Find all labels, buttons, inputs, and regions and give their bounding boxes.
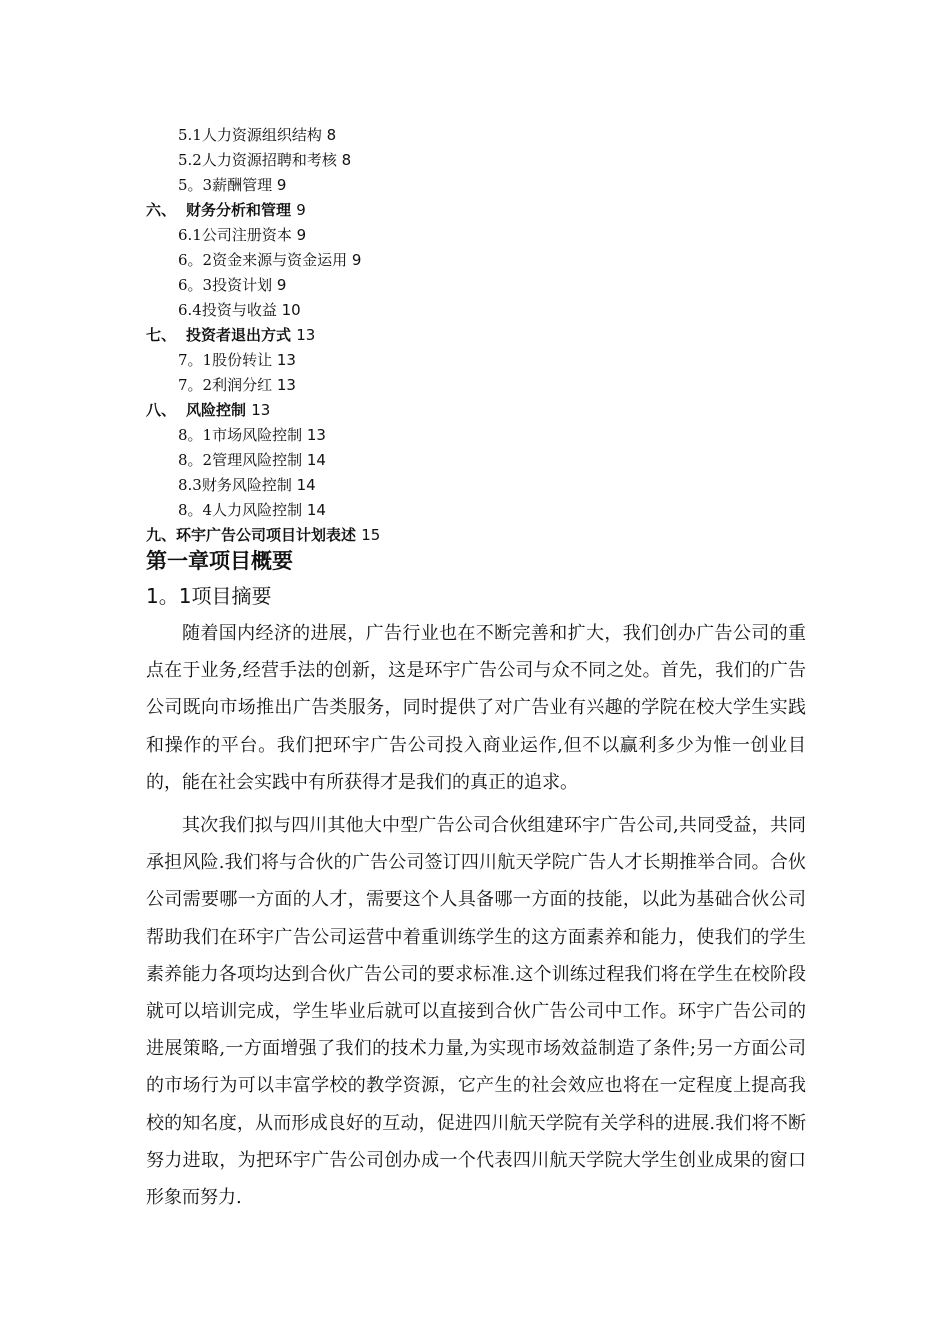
toc-chapter-entry[interactable] xyxy=(146,198,846,223)
toc-entry-page: 13 xyxy=(276,376,296,394)
toc-section-entry[interactable] xyxy=(146,298,846,323)
toc-entry-title: 5.1人力资源组织结构 xyxy=(178,126,322,144)
toc-section-entry[interactable] xyxy=(146,373,846,398)
toc-section-entry[interactable] xyxy=(146,248,846,273)
toc-entry-title: 6。3投资计划 xyxy=(178,276,273,294)
toc-entry-title: 5。3薪酬管理 xyxy=(178,176,273,194)
toc-entry-title: 6。2资金来源与资金运用 xyxy=(178,251,348,269)
toc-entry-number: 八、 xyxy=(146,401,177,419)
toc-entry-page: 8 xyxy=(341,151,352,169)
toc-section-entry[interactable] xyxy=(146,448,846,473)
toc-entry-number: 七、 xyxy=(146,326,177,344)
toc-entry-page: 9 xyxy=(276,176,287,194)
body-paragraph: 随着国内经济的进展，广告行业也在不断完善和扩大，我们创办广告公司的重点在于业务,经营手法的创新，这是环宇广告公司与众不同之处。首先，我们的广告公司既向市场推出广告类服务，同时提供了对广告业有兴趣的学院在校大学生实践和操作的平台。我们把环宇广告公司投入商业运作,但不以赢利多少为惟一创业目的，能在社会实践中有所获得才是我们的真正的追求。 xyxy=(146,623,806,793)
toc-entry-page: 9 xyxy=(296,201,306,219)
toc-entry-title: 财务分析和管理 xyxy=(186,201,292,219)
toc-section-entry[interactable] xyxy=(146,498,846,523)
table-of-contents xyxy=(146,123,846,548)
toc-entry-title: 8。1市场风险控制 xyxy=(178,426,303,444)
toc-entry-page: 14 xyxy=(306,451,326,469)
toc-entry-number: 六、 xyxy=(146,201,177,219)
toc-entry-page: 9 xyxy=(351,251,362,269)
toc-entry-title: 5.2人力资源招聘和考核 xyxy=(178,151,337,169)
toc-entry-page: 15 xyxy=(361,526,381,544)
toc-entry-page: 8 xyxy=(326,126,337,144)
toc-entry-title: 8。4人力风险控制 xyxy=(178,501,303,519)
toc-entry-page: 10 xyxy=(281,301,301,319)
toc-entry-page: 13 xyxy=(296,326,316,344)
toc-section-entry[interactable] xyxy=(146,223,846,248)
section-title: 1。1项目摘要 xyxy=(146,584,272,608)
body-paragraph: 其次我们拟与四川其他大中型广告公司合伙组建环宇广告公司,共同受益，共同承担风险.我们将与合伙的广告公司签订四川航天学院广告人才长期推举合同。合伙公司需要哪一方面的人才，需要这个人具备哪一方面的技能，以此为基础合伙公司帮助我们在环宇广告公司运营中着重训练学生的这方面素养和能力，使我们的学生素养能力各项均达到合伙广告公司的要求标准.这个训练过程我们将在学生在校阶段就可以培训完成，学生毕业后就可以直接到合伙广告公司中工作。环宇广告公司的进展策略,一方面增强了我们的技术力量,为实现市场效益制造了条件;另一方面公司的市场行为可以丰富学校的教学资源，它产生的社会效应也将在一定程度上提高我校的知名度，从而形成良好的互动，促进四川航天学院有关学科的进展.我们将不断努力进取，为把环宇广告公司创办成一个代表四川航天学院大学生创业成果的窗口形象而努力. xyxy=(146,815,806,1209)
toc-entry-title: 环宇广告公司项目计划表述 xyxy=(176,526,357,544)
toc-entry-page: 13 xyxy=(306,426,326,444)
toc-entry-number: 九、 xyxy=(146,526,177,544)
toc-chapter-entry[interactable] xyxy=(146,323,846,348)
toc-entry-title: 6.4投资与收益 xyxy=(178,301,277,319)
toc-section-entry[interactable] xyxy=(146,273,846,298)
toc-entry-page: 13 xyxy=(251,401,271,419)
toc-entry-page: 9 xyxy=(276,276,287,294)
chapter-title: 第一章项目概要 xyxy=(146,549,293,573)
toc-entry-title: 8.3财务风险控制 xyxy=(178,476,292,494)
toc-section-entry[interactable] xyxy=(146,148,846,173)
toc-entry-title: 8。2管理风险控制 xyxy=(178,451,303,469)
toc-entry-page: 13 xyxy=(276,351,296,369)
toc-entry-page: 14 xyxy=(306,501,326,519)
toc-entry-title: 7。2利润分红 xyxy=(178,376,273,394)
toc-section-entry[interactable] xyxy=(146,423,846,448)
toc-entry-title: 7。1股份转让 xyxy=(178,351,273,369)
toc-section-entry[interactable] xyxy=(146,473,846,498)
toc-section-entry[interactable] xyxy=(146,173,846,198)
body-text xyxy=(146,615,806,1222)
toc-entry-title: 投资者退出方式 xyxy=(186,326,292,344)
toc-entry-title: 6.1公司注册资本 xyxy=(178,226,292,244)
toc-entry-title: 风险控制 xyxy=(186,401,247,419)
toc-chapter-entry[interactable] xyxy=(146,398,846,423)
toc-section-entry[interactable] xyxy=(146,123,846,148)
toc-entry-page: 9 xyxy=(296,226,307,244)
toc-section-entry[interactable] xyxy=(146,348,846,373)
toc-entry-page: 14 xyxy=(296,476,316,494)
